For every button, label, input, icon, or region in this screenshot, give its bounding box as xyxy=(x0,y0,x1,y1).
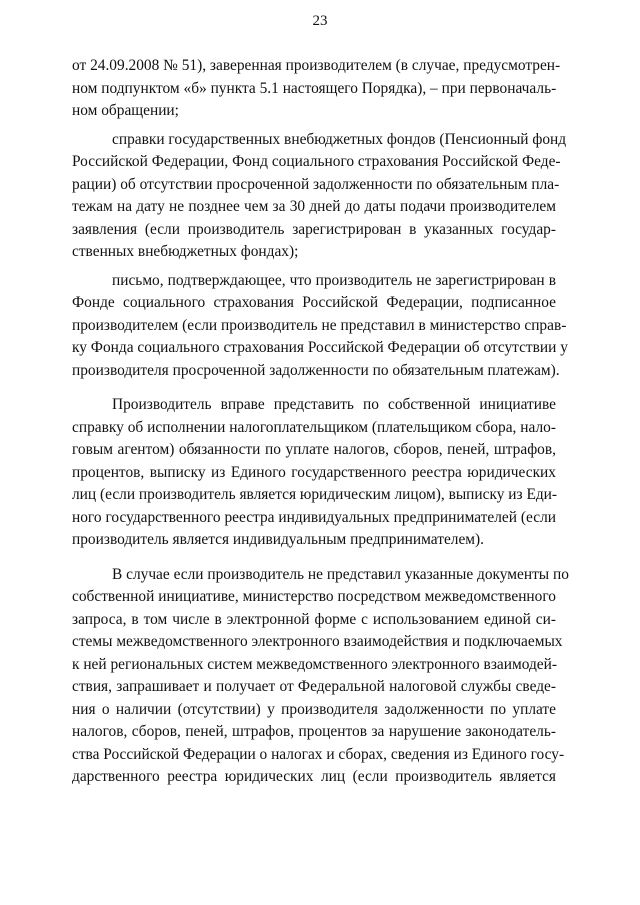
text-line: письмо, подтверждающее, что производитель не зарегистрирован в xyxy=(112,271,556,289)
text-line: ства Российской Федерации о налогах и сборах, сведения из Единого госу- xyxy=(72,745,565,763)
text-line: Фонде социального страхования Российской Федерации, подписанное xyxy=(72,294,556,311)
paragraph-gap xyxy=(72,552,556,564)
text-line: заявления (если производитель зарегистрирован в указанных государ- xyxy=(72,220,556,238)
text-line: производителем (если производитель не представил в министерство справ- xyxy=(72,316,567,334)
text-line: стемы межведомственного электронного взаимодействия и подключаемых xyxy=(72,633,563,650)
paragraph-gap xyxy=(72,382,556,394)
text-line: собственной инициативе, министерство посредством межведомственного xyxy=(72,588,556,605)
text-line: ном обращении; xyxy=(72,102,179,119)
text-line: ствия, запрашивает и получает от Федеральной налоговой службы сведе- xyxy=(72,678,556,695)
text-line: ном подпунктом «б» пункта 5.1 настоящего Порядка), – при первоначаль- xyxy=(72,79,557,97)
paragraph xyxy=(72,394,556,552)
page-number: 23 xyxy=(312,13,328,29)
text-line: дарственного реестра юридических лиц (если производитель является xyxy=(72,768,556,785)
text-line: налогов, сборов, пеней, штрафов, процентов за нарушение законодатель- xyxy=(72,723,556,740)
text-line: производителя просроченной задолженности по обязательным платежам). xyxy=(72,361,560,379)
text-line: процентов, выписку из Единого государственного реестра юридических xyxy=(72,463,556,481)
text-line: ния о наличии (отсутствии) у производителя задолженности по уплате xyxy=(72,700,556,718)
text-line: производитель является индивидуальным предпринимателем). xyxy=(72,531,485,548)
paragraph xyxy=(72,564,569,789)
text-line: ного государственного реестра индивидуальных предпринимателей (если xyxy=(72,508,556,526)
text-line: ку Фонда социального страхования Российской Федерации об отсутствии у xyxy=(72,339,568,356)
text-line: запроса, в том числе в электронной форме с использованием единой си- xyxy=(72,610,556,628)
text-line: В случае если производитель не представил указанные документы по xyxy=(112,565,569,583)
text-line: рации) об отсутствии просроченной задолженности по обязательным пла- xyxy=(72,175,560,193)
text-line: Производитель вправе представить по собственной инициативе xyxy=(112,396,556,413)
paragraph xyxy=(72,55,561,123)
document-body xyxy=(72,55,569,789)
paragraph xyxy=(72,270,568,383)
text-line: от 24.09.2008 № 51), заверенная производителем (в случае, предусмотрен- xyxy=(72,57,561,74)
paragraph xyxy=(72,129,567,264)
text-line: справки государственных внебюджетных фондов (Пенсионный фонд xyxy=(112,130,567,148)
text-line: ственных внебюджетных фондах); xyxy=(72,243,299,260)
text-line: Российской Федерации, Фонд социального страхования Российской Феде- xyxy=(72,153,561,170)
text-line: к ней региональных систем межведомственного электронного взаимодей- xyxy=(72,655,557,673)
text-line: лиц (если производитель является юридическим лицом), выписку из Еди- xyxy=(72,486,558,503)
text-line: справку об исполнении налогоплательщиком (плательщиком сбора, нало- xyxy=(72,418,556,436)
text-line: тежам на дату не позднее чем за 30 дней до даты подачи производителем xyxy=(72,198,556,215)
text-line: говым агентом) обязанности по уплате налогов, сборов, пеней, штрафов, xyxy=(72,441,556,458)
